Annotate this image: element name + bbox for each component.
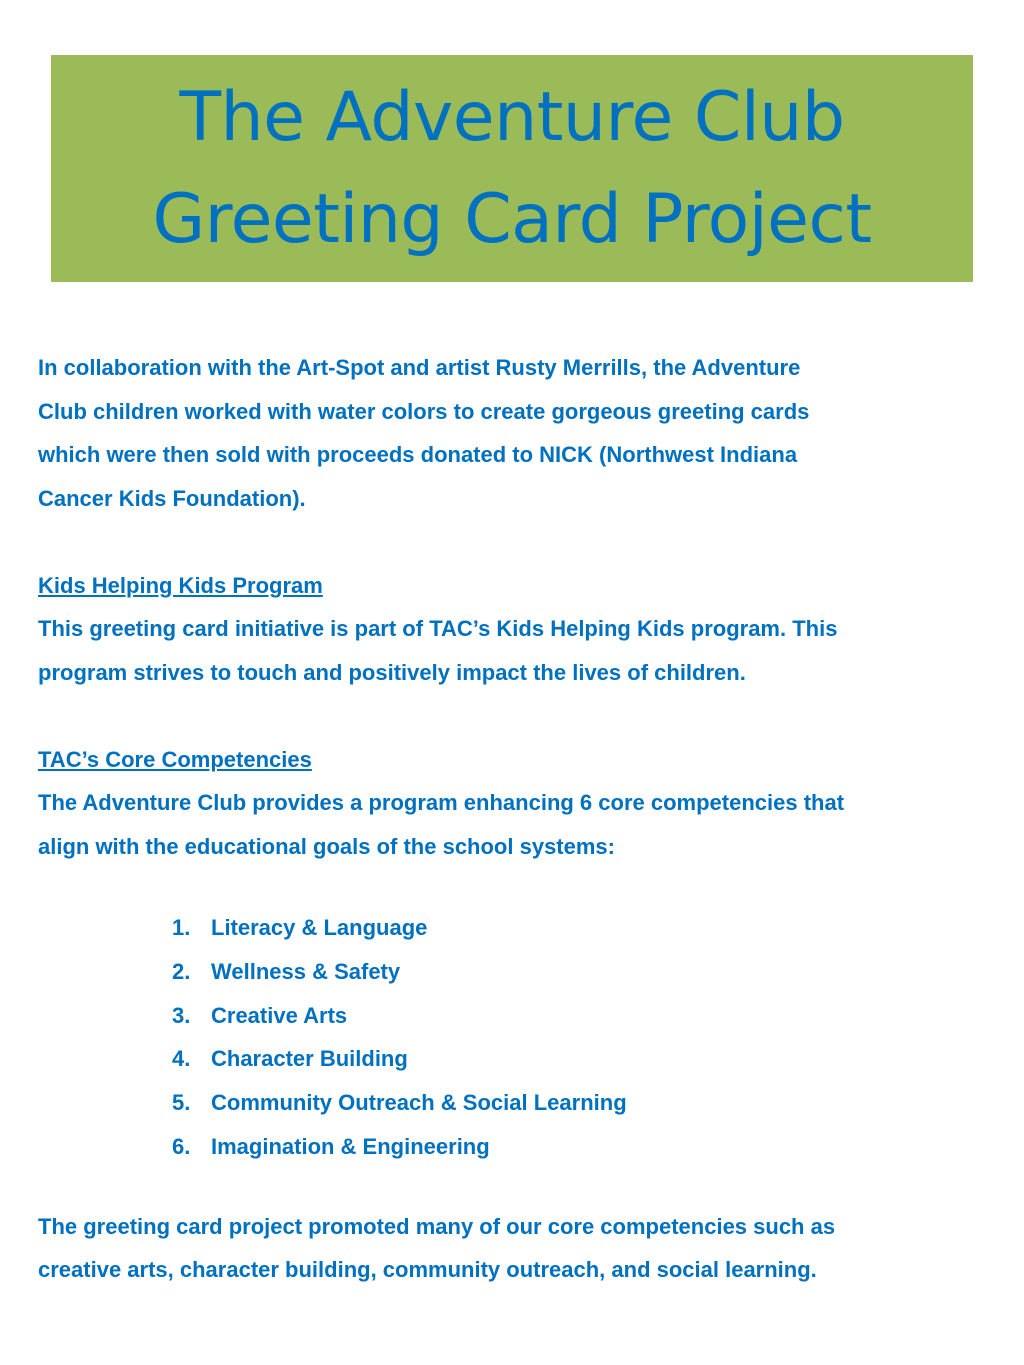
list-item-number: 5.: [172, 1090, 191, 1116]
intro-line: Cancer Kids Foundation).: [38, 485, 306, 511]
closing-paragraph: [38, 1205, 1008, 1292]
intro-line: Club children worked with water colors to create gorgeous greeting cards: [38, 398, 810, 424]
intro-line: In collaboration with the Art-Spot and artist Rusty Merrills, the Adventure: [38, 355, 801, 380]
list-item: [172, 1037, 1008, 1081]
closing-line: The greeting card project promoted many of our core competencies such as: [38, 1213, 836, 1239]
core-competencies-section: [38, 738, 1008, 869]
closing-line: creative arts, character building, community outreach, and social learning.: [38, 1257, 817, 1283]
list-item: [172, 950, 1008, 994]
spacer: [38, 694, 1008, 738]
list-item-label: Community Outreach & Social Learning: [211, 1090, 627, 1116]
list-item-label: Creative Arts: [211, 1002, 348, 1028]
core-competencies-line: The Adventure Club provides a program enhancing 6 core competencies that: [38, 790, 845, 815]
list-item: [172, 906, 1008, 950]
competencies-list: [38, 906, 1008, 1169]
list-item-number: 3.: [172, 1002, 191, 1028]
list-item-number: 6.: [172, 1133, 191, 1159]
list-item-number: 4.: [172, 1046, 191, 1072]
list-item: [172, 1125, 1008, 1169]
list-item-number: 1.: [172, 915, 191, 940]
core-competencies-heading: TAC’s Core Competencies: [38, 746, 312, 772]
list-item-label: Character Building: [211, 1046, 408, 1072]
list-item-label: Literacy & Language: [211, 915, 428, 940]
document-body: [38, 346, 1008, 1292]
kids-helping-kids-heading: Kids Helping Kids Program: [38, 572, 323, 598]
core-competencies-line: align with the educational goals of the school systems:: [38, 833, 615, 859]
kids-helping-kids-section: [38, 564, 1008, 695]
list-item: [172, 994, 1008, 1038]
page-title-line-1: The Adventure Club: [179, 77, 845, 157]
kids-helping-kids-line: program strives to touch and positively impact the lives of children.: [38, 659, 746, 685]
intro-line: which were then sold with proceeds donated to NICK (Northwest Indiana: [38, 442, 798, 467]
list-item: [172, 1081, 1008, 1125]
spacer: [38, 520, 1008, 564]
list-item-number: 2.: [172, 958, 191, 984]
title-banner: [51, 55, 973, 282]
list-item-label: Imagination & Engineering: [211, 1133, 490, 1159]
page-title-line-2: Greeting Card Project: [152, 179, 872, 259]
list-item-label: Wellness & Safety: [211, 958, 401, 984]
intro-paragraph: [38, 346, 1008, 520]
kids-helping-kids-line: This greeting card initiative is part of TAC’s Kids Helping Kids program. This: [38, 616, 838, 641]
